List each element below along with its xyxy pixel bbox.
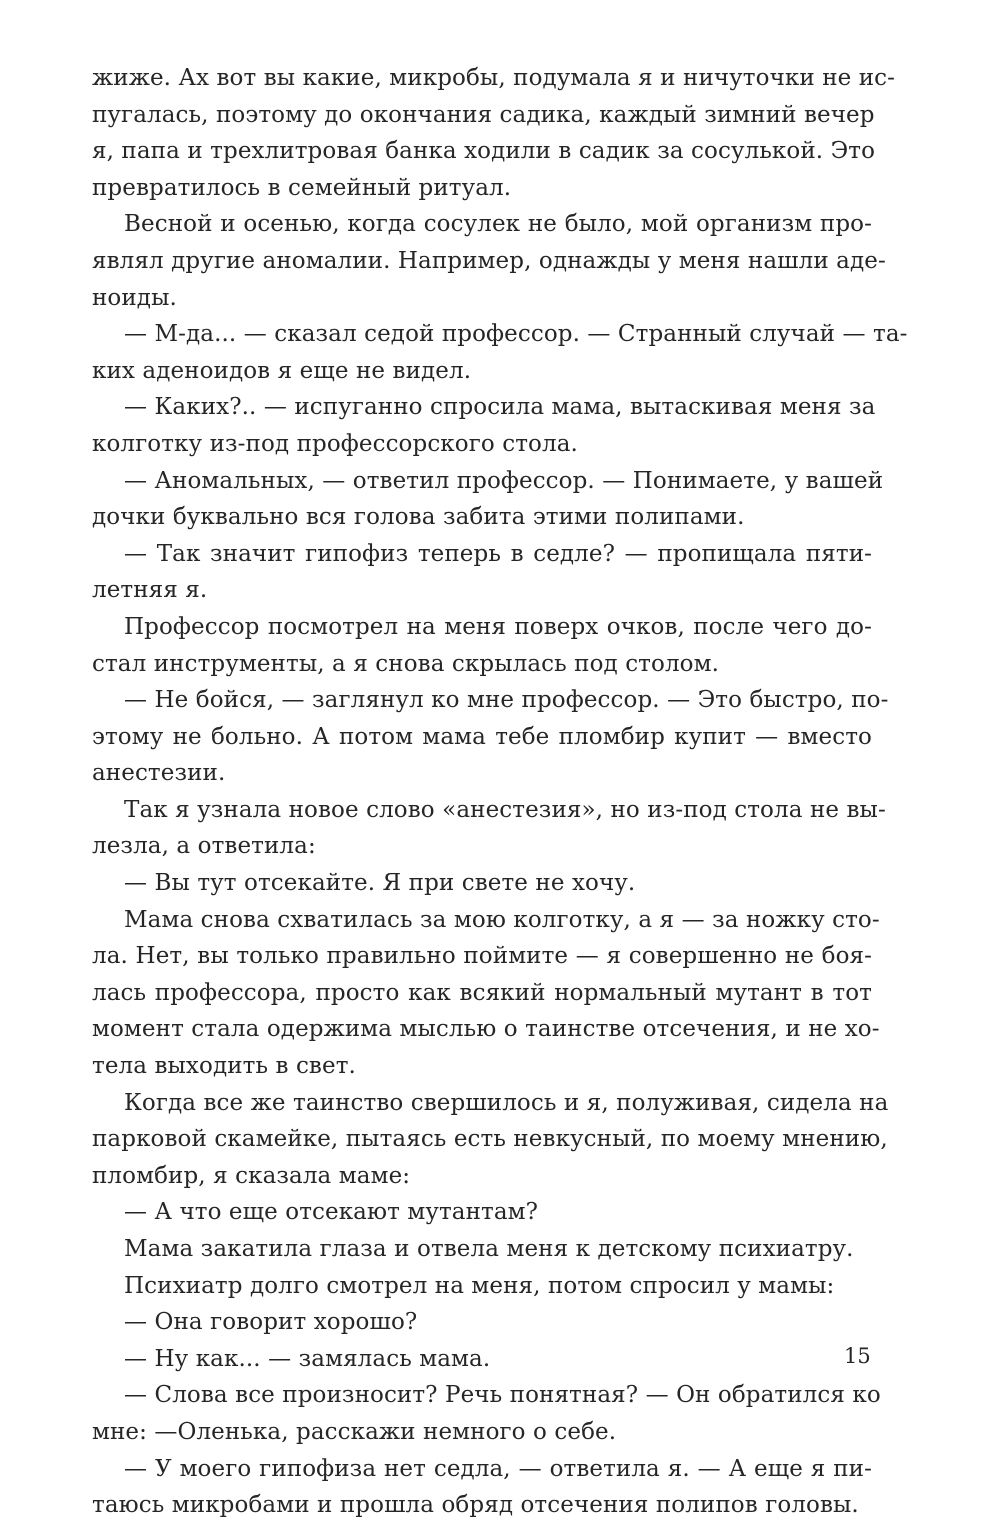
text-line: — Ну как... — замялась мама.: [124, 1345, 491, 1372]
text-line: — Она говорит хорошо?: [124, 1309, 418, 1336]
text-line: — Каких?.. — испуганно спросила мама, вытаскивая меня за: [124, 394, 876, 421]
text-line: ла. Нет, вы только правильно поймите — я совершенно не боя-: [92, 943, 872, 970]
text-line: этому не больно. А потом мама тебе пломбир купит — вместо: [92, 723, 872, 750]
text-line: анестезии.: [92, 760, 226, 787]
text-line: — Слова все произносит? Речь понятная? — Он обратился ко: [124, 1382, 881, 1409]
text-line: Весной и осенью, когда сосулек не было, мой организм про-: [124, 211, 872, 238]
text-line: являл другие аномалии. Например, однажды у меня нашли аде-: [92, 247, 886, 274]
text-line: Профессор посмотрел на меня поверх очков, после чего до-: [124, 613, 872, 640]
text-line: — А что еще отсекают мутантам?: [124, 1199, 539, 1226]
text-line: Так я узнала новое слово «анестезия», но из-под стола не вы-: [124, 796, 886, 823]
text-line: превратилось в семейный ритуал.: [92, 174, 512, 201]
text-line: парковой скамейке, пытаясь есть невкусный, по моему мнению,: [92, 1126, 888, 1153]
text-line: летняя я.: [92, 577, 208, 604]
text-line: Мама снова схватилась за мою колготку, а я — за ножку сто-: [124, 906, 880, 933]
text-line: пломбир, я сказала маме:: [92, 1162, 411, 1189]
text-line: лась профессора, просто как всякий нормальный мутант в тот: [92, 979, 872, 1006]
text-line: — Не бойся, — заглянул ко мне профессор. — Это быстро, по-: [124, 687, 889, 714]
text-line: Когда все же таинство свершилось и я, полуживая, сидела на: [124, 1089, 889, 1116]
text-line: пугалась, поэтому до окончания садика, каждый зимний вечер: [92, 101, 875, 128]
text-line: — Так значит гипофиз теперь в седле? — пропищала пяти-: [124, 540, 872, 567]
text-line: — Аномальных, — ответил профессор. — Понимаете, у вашей: [124, 467, 884, 494]
text-line: дочки буквально вся голова забита этими полипами.: [92, 504, 745, 531]
page-number: 15: [844, 1344, 871, 1368]
text-line: момент стала одержима мыслью о таинстве отсечения, и не хо-: [92, 1016, 880, 1043]
text-line: — У моего гипофиза нет седла, — ответила я. — А еще я пи-: [124, 1455, 872, 1482]
text-line: Мама закатила глаза и отвела меня к детскому психиатру.: [124, 1236, 854, 1262]
text-line: лезла, а ответила:: [92, 833, 316, 860]
text-line: ких аденоидов я еще не видел.: [92, 357, 472, 384]
text-line: стал инструменты, а я снова скрылась под столом.: [92, 650, 720, 677]
text-line: я, папа и трехлитровая банка ходили в садик за сосулькой. Это: [92, 138, 876, 165]
text-line: мне: —Оленька, расскажи немного о себе.: [92, 1418, 617, 1445]
text-line: таюсь микробами и прошла обряд отсечения полипов головы.: [92, 1492, 859, 1519]
text-line: Психиатр долго смотрел на меня, потом спросил у мамы:: [124, 1272, 835, 1299]
text-line: жиже. Ах вот вы какие, микробы, подумала я и ничуточки не ис-: [92, 65, 896, 91]
body-text: [92, 60, 908, 1524]
text-line: колготку из-под профессорского стола.: [92, 430, 578, 457]
text-line: ноиды.: [92, 284, 177, 311]
text-line: — Вы тут отсекайте. Я при свете не хочу.: [124, 870, 636, 897]
text-line: — М-да... — сказал седой профессор. — Странный случай — та-: [124, 321, 908, 348]
text-line: тела выходить в свет.: [92, 1053, 356, 1080]
